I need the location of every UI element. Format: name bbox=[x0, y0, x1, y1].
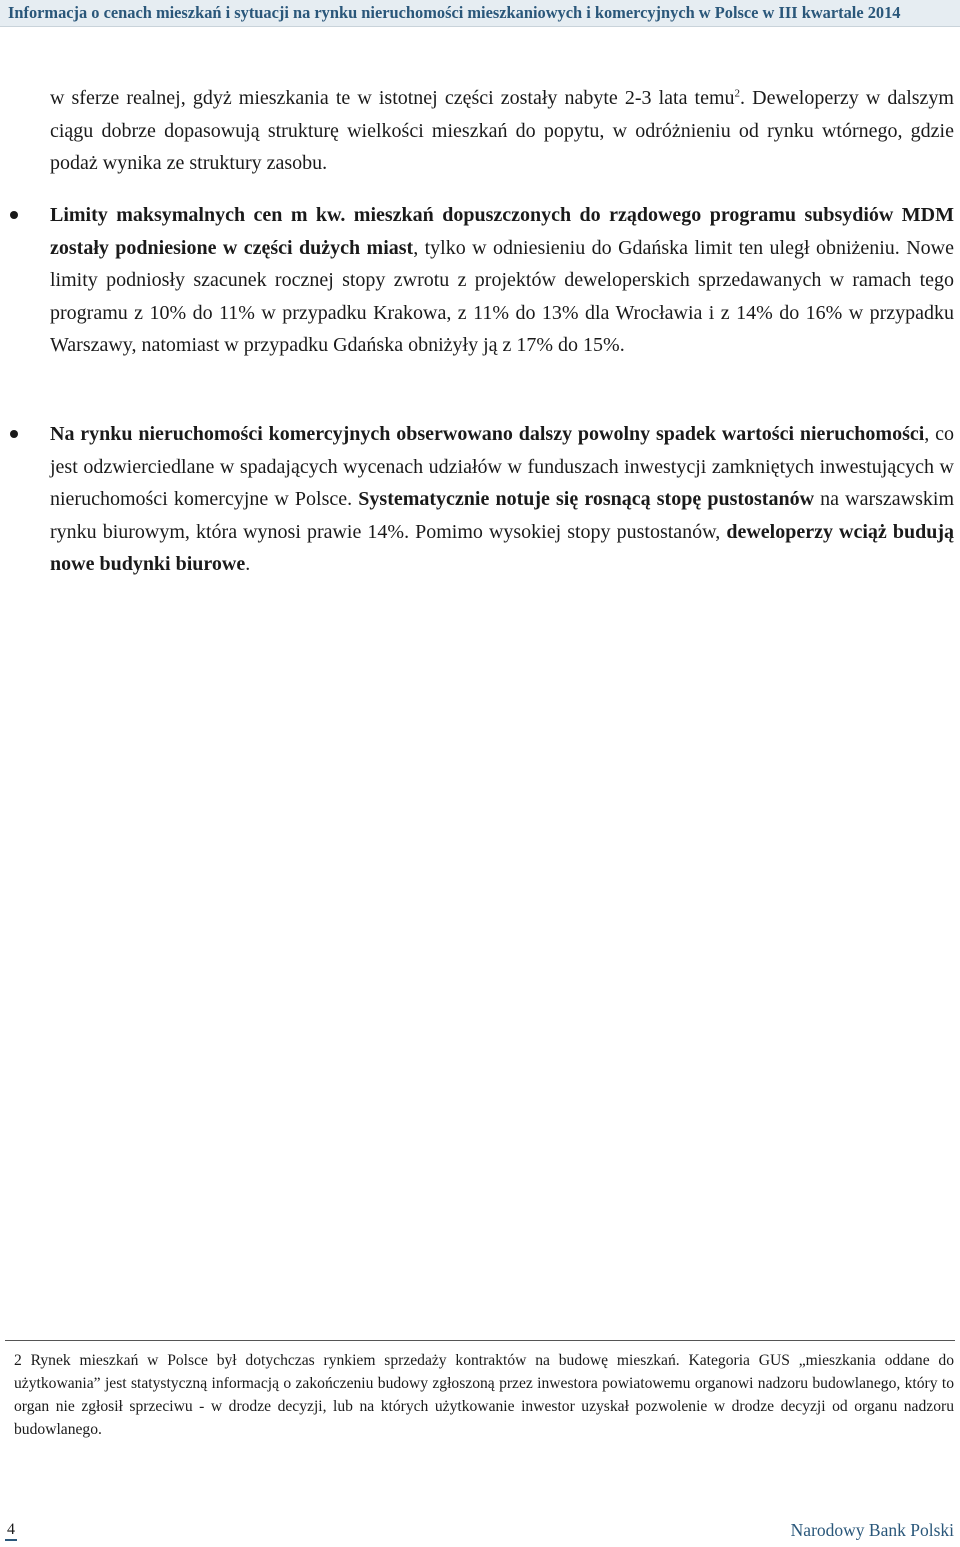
intro-text-b: . Deweloperzy w dalszym ciągu dobrze dopasowują strukturę wielkości mieszkań do popytu, w odróżnieniu od rynku wtórnego, gdzie podaż wynika ze struktury zasobu. bbox=[50, 87, 954, 175]
bullet-bold-text: Limity maksymalnych cen m kw. mieszkań dopuszczonych do rządowego programu subsydiów MDM zostały podniesione w części dużych miast bbox=[50, 204, 954, 259]
intro-paragraph bbox=[50, 82, 954, 180]
bullet-paragraph bbox=[50, 418, 954, 581]
document-title: Informacja o cenach mieszkań i sytuacji na rynku nieruchomości mieszkaniowych i komercyjnych w Polsce w III kwartale 2014 bbox=[8, 3, 901, 22]
footnote-divider bbox=[5, 1340, 955, 1341]
bullet-icon bbox=[10, 430, 18, 438]
bullet-bold-text: Systematycznie notuje się rosnącą stopę pustostanów bbox=[358, 488, 815, 511]
bullet-bold-text: Na rynku nieruchomości komercyjnych obserwowano dalszy powolny spadek wartości nieruchomości bbox=[50, 423, 925, 445]
bullet-text: , tylko w odniesieniu do Gdańska limit ten uległ obniżeniu. Nowe limity podniosły szacunek rocznej stopy zwrotu z projektów deweloperskich sprzedawanych w ramach tego programu z 10% do 11% w przypadku Krakowa, z 11% do 13% dla Wrocławia i z 14% do 16% w przypadku Warszawy, natomiast w przypadku Gdańska obniżyły ją z 17% do 15%. bbox=[50, 236, 954, 357]
bullet-text: . bbox=[245, 553, 251, 576]
bullet-text: , co jest odzwierciedlane w spadających wycenach udziałów w funduszach inwestycji zamkniętych inwestujących w nieruchomości komercyjne w Polsce. bbox=[50, 423, 954, 511]
publisher-name: Narodowy Bank Polski bbox=[790, 1520, 954, 1540]
footnote-text: 2 Rynek mieszkań w Polsce był dotychczas rynkiem sprzedaży kontraktów na budowę mieszkań. Kategoria GUS „mieszkania oddane do użytkowania” jest statystyczną informacją o zakończeniu budowy zgłoszoną przez inwestora powiatowemu organowi nadzoru budowlanego, który to organ nie zgłosił sprzeciwu - w drodze decyzji, lub na których użytkowanie inwestor uzyskał pozwolenie w drodze decyzji od organu nadzoru budowlanego. bbox=[14, 1352, 954, 1438]
running-header bbox=[0, 0, 960, 27]
bullet-icon bbox=[10, 211, 18, 219]
bullet-bold-text: deweloperzy wciąż budują nowe budynki biurowe bbox=[50, 520, 954, 576]
bullet-paragraph bbox=[50, 199, 954, 362]
intro-text-a: w sferze realnej, gdyż mieszkania te w istotnej części zostały nabyte 2-3 lata temu bbox=[50, 87, 735, 109]
page-number: 4 bbox=[7, 1521, 15, 1538]
footnote-reference[interactable]: 2 bbox=[734, 87, 741, 100]
bullet-text: na warszawskim rynku biurowym, która wynosi prawie 14%. Pomimo wysokiej stopy pustostanów, bbox=[50, 488, 955, 543]
